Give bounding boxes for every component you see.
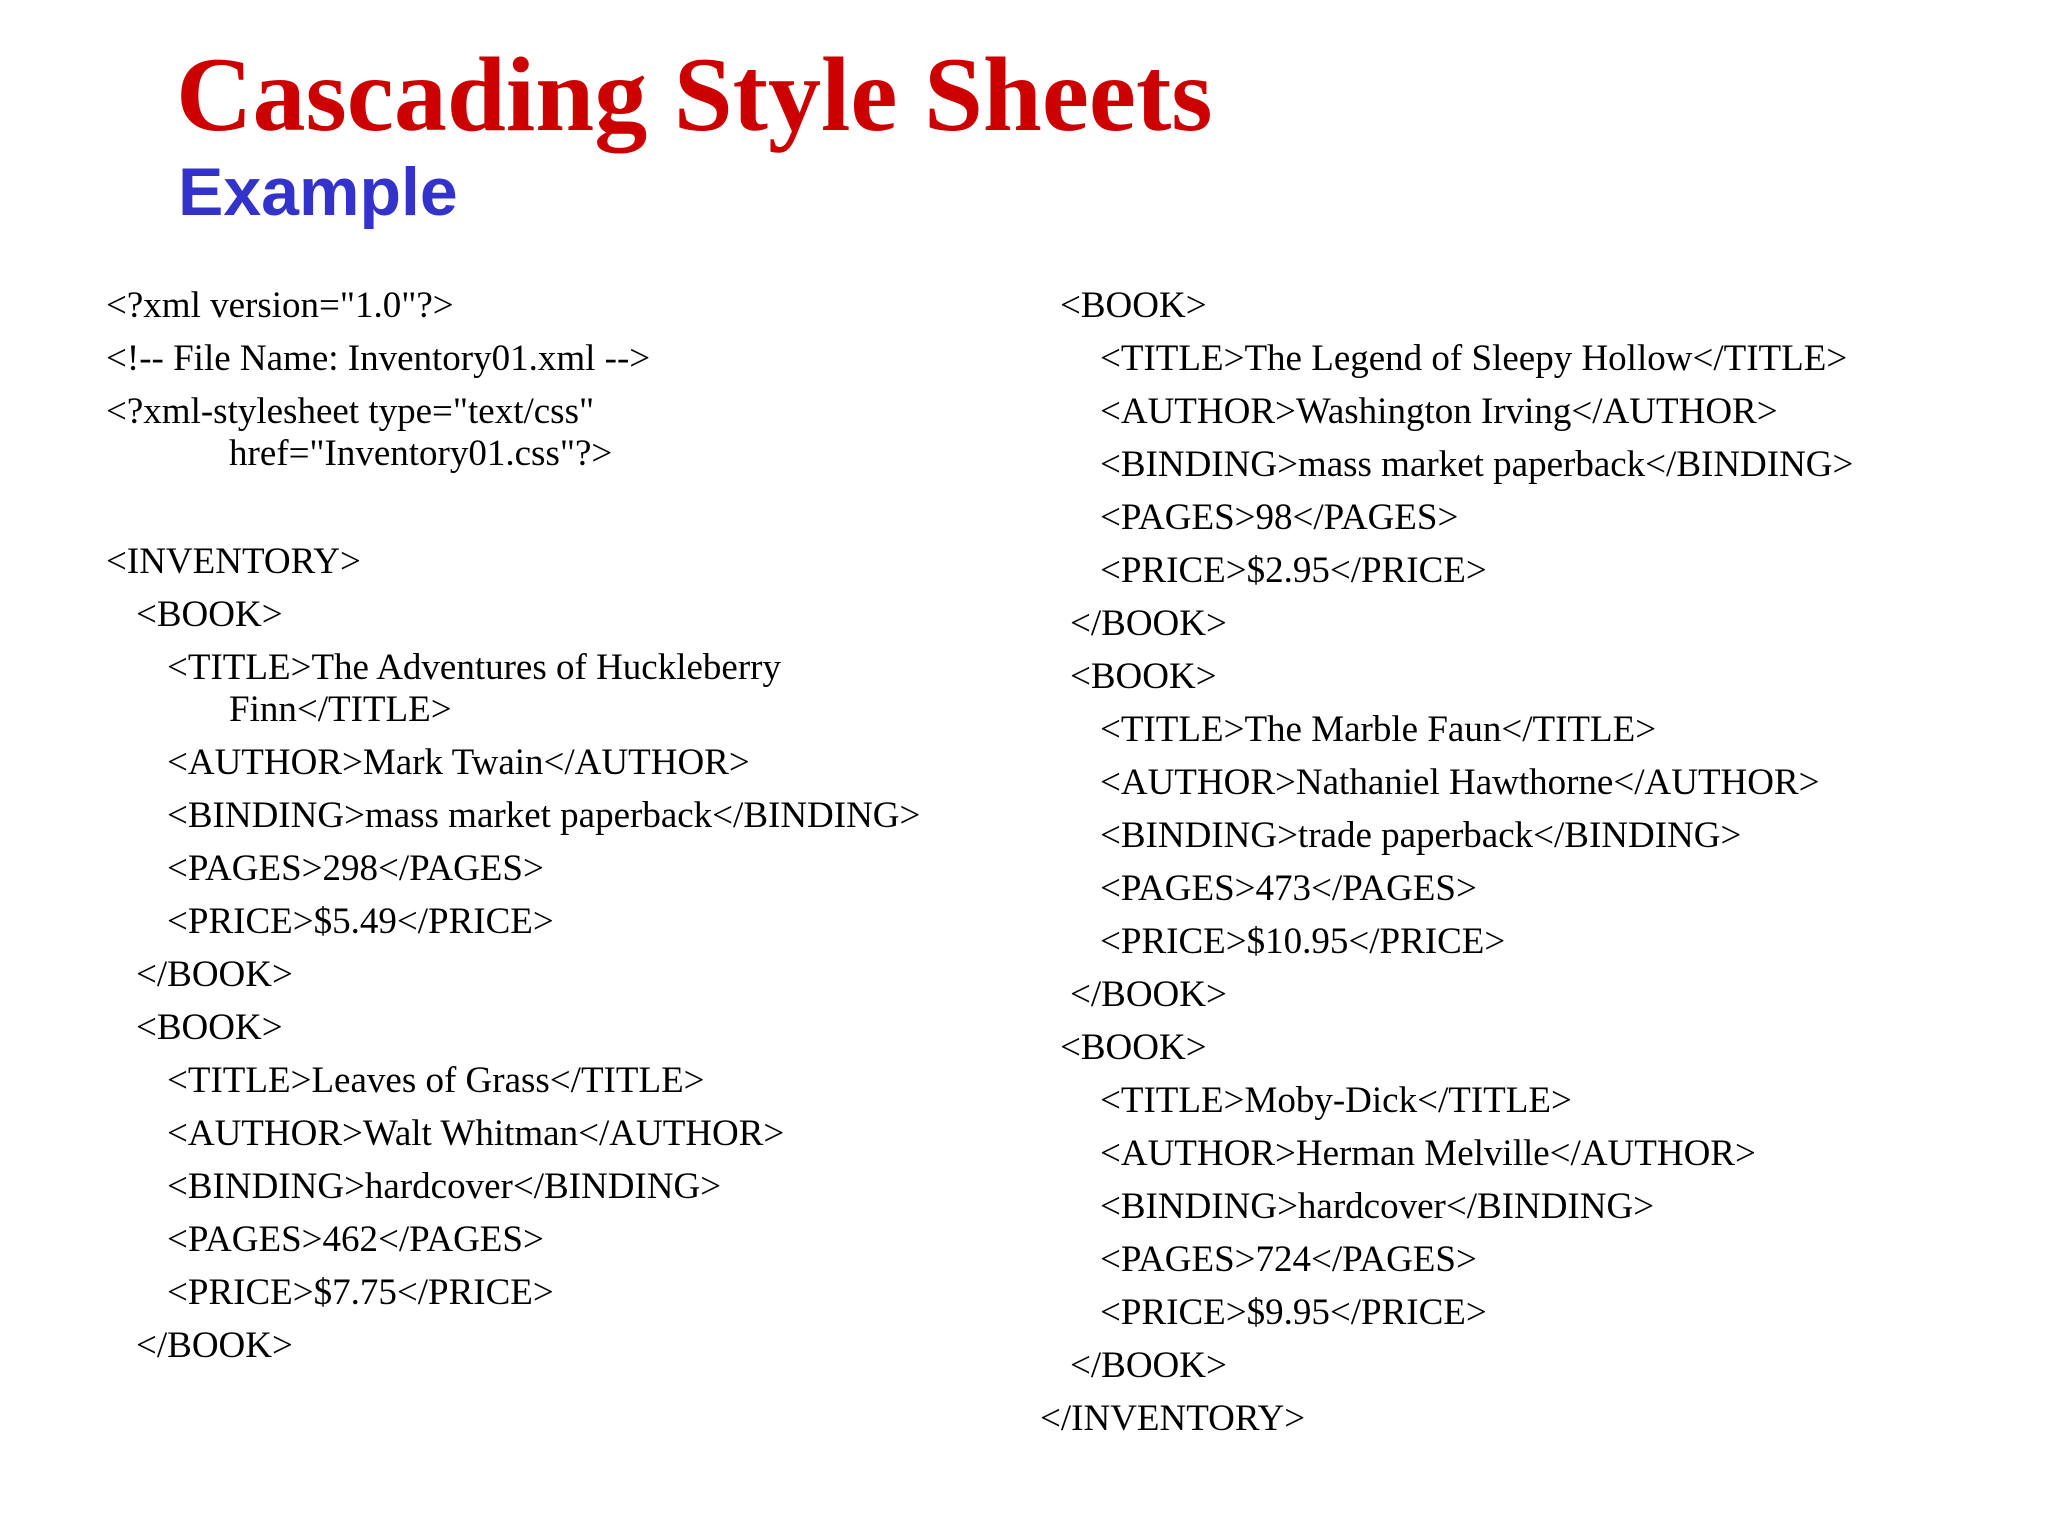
code-line: <BINDING>trade paperback</BINDING> bbox=[1100, 815, 1742, 856]
code-line: <BOOK> bbox=[1060, 1027, 1207, 1068]
code-line: </BOOK> bbox=[1070, 603, 1227, 644]
code-line: <PAGES>298</PAGES> bbox=[167, 848, 544, 889]
code-line: <TITLE>Moby-Dick</TITLE> bbox=[1100, 1080, 1572, 1121]
code-line: <BOOK> bbox=[1070, 656, 1217, 697]
code-line: <?xml version="1.0"?> bbox=[106, 285, 454, 326]
code-line: </BOOK> bbox=[136, 954, 293, 995]
code-line: <PAGES>473</PAGES> bbox=[1100, 868, 1477, 909]
code-line: <TITLE>The Legend of Sleepy Hollow</TITLE> bbox=[1100, 338, 1848, 379]
code-line: <BINDING>mass market paperback</BINDING> bbox=[167, 795, 921, 836]
code-line: <BINDING>hardcover</BINDING> bbox=[167, 1166, 722, 1207]
code-line: <TITLE>The Adventures of Huckleberry bbox=[167, 647, 781, 688]
code-line: </BOOK> bbox=[136, 1325, 293, 1366]
code-line: <TITLE>Leaves of Grass</TITLE> bbox=[167, 1060, 705, 1101]
code-line: <AUTHOR>Washington Irving</AUTHOR> bbox=[1100, 391, 1778, 432]
code-line: <AUTHOR>Herman Melville</AUTHOR> bbox=[1100, 1133, 1756, 1174]
code-line: <PRICE>$2.95</PRICE> bbox=[1100, 550, 1487, 591]
code-line: <INVENTORY> bbox=[106, 541, 361, 582]
code-line: <PAGES>462</PAGES> bbox=[167, 1219, 544, 1260]
code-line: href="Inventory01.css"?> bbox=[229, 433, 613, 474]
code-line: <?xml-stylesheet type="text/css" bbox=[106, 391, 595, 432]
code-line: </INVENTORY> bbox=[1040, 1398, 1306, 1439]
code-line: <BOOK> bbox=[136, 594, 283, 635]
code-line: </BOOK> bbox=[1070, 1345, 1227, 1386]
code-line: <AUTHOR>Nathaniel Hawthorne</AUTHOR> bbox=[1100, 762, 1820, 803]
code-line: <AUTHOR>Mark Twain</AUTHOR> bbox=[167, 742, 750, 783]
code-line: <TITLE>The Marble Faun</TITLE> bbox=[1100, 709, 1657, 750]
code-line: <AUTHOR>Walt Whitman</AUTHOR> bbox=[167, 1113, 785, 1154]
code-line: <PRICE>$9.95</PRICE> bbox=[1100, 1292, 1487, 1333]
code-line: <PAGES>724</PAGES> bbox=[1100, 1239, 1477, 1280]
code-line: <PRICE>$5.49</PRICE> bbox=[167, 901, 554, 942]
code-line: <BINDING>mass market paperback</BINDING> bbox=[1100, 444, 1854, 485]
code-line: <BINDING>hardcover</BINDING> bbox=[1100, 1186, 1655, 1227]
slide-subtitle: Example bbox=[178, 154, 458, 230]
code-line: Finn</TITLE> bbox=[229, 689, 452, 730]
slide-title: Cascading Style Sheets bbox=[176, 36, 1213, 153]
code-line: <BOOK> bbox=[1060, 285, 1207, 326]
code-line: <BOOK> bbox=[136, 1007, 283, 1048]
code-line: <PRICE>$7.75</PRICE> bbox=[167, 1272, 554, 1313]
code-line: <PAGES>98</PAGES> bbox=[1100, 497, 1459, 538]
code-line: <!-- File Name: Inventory01.xml --> bbox=[106, 338, 651, 379]
code-line: </BOOK> bbox=[1070, 974, 1227, 1015]
code-line: <PRICE>$10.95</PRICE> bbox=[1100, 921, 1506, 962]
